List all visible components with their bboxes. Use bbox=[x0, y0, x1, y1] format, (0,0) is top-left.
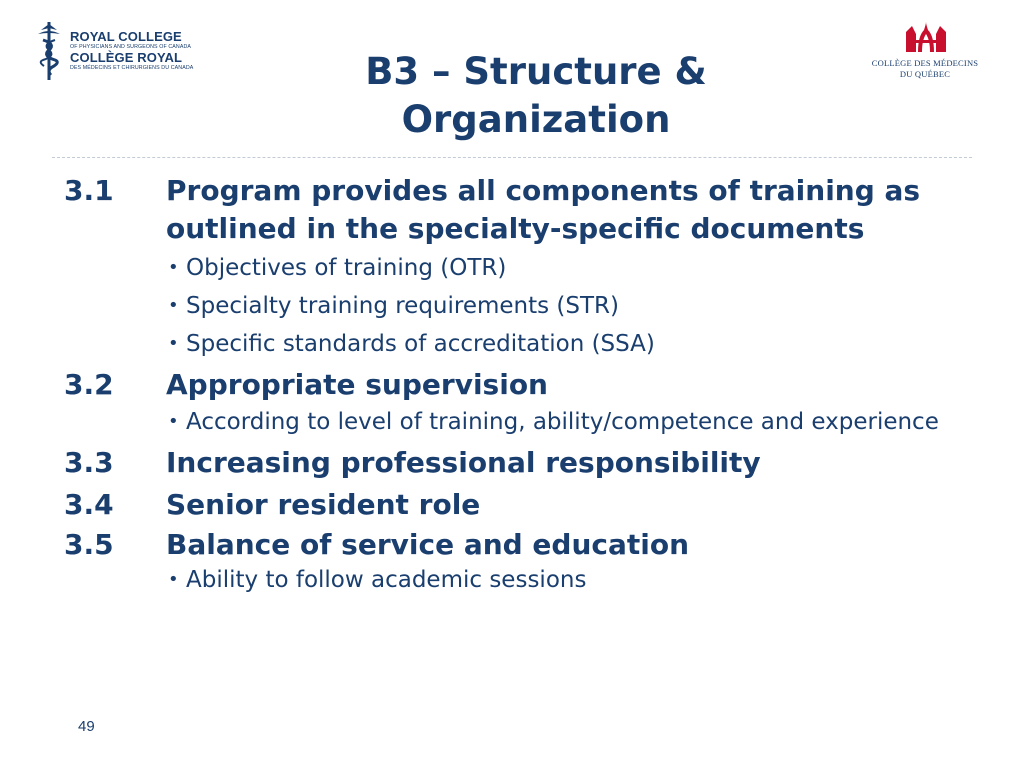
standard-heading: Appropriate supervision bbox=[166, 368, 548, 401]
standard-number: 3.2 bbox=[64, 368, 114, 401]
standard-heading: Program provides all components of training as outlined in the specialty-specific documents bbox=[166, 174, 921, 245]
title-divider bbox=[52, 157, 972, 158]
royal-college-logo bbox=[34, 20, 194, 84]
bullet-item: • Specialty training requirements (STR) bbox=[166, 290, 964, 322]
standard-bullets bbox=[166, 406, 964, 438]
title-line-2: Organization bbox=[401, 98, 671, 141]
standard-number: 3.4 bbox=[64, 488, 114, 521]
standard-number: 3.1 bbox=[64, 174, 114, 207]
title-line-1: B3 – Structure & bbox=[365, 50, 707, 93]
logo-line-1: ROYAL COLLEGE bbox=[70, 29, 182, 44]
logo-line-4: DES MÉDECINS ET CHIRURGIENS DU CANADA bbox=[70, 65, 194, 71]
standard-heading: Senior resident role bbox=[166, 488, 481, 521]
bullet-item: • According to level of training, ability/competence and experience bbox=[166, 406, 964, 438]
cmq-logo bbox=[860, 18, 990, 84]
standard-bullets bbox=[166, 252, 964, 360]
standard-number: 3.3 bbox=[64, 446, 114, 479]
bullet-item: • Ability to follow academic sessions bbox=[166, 564, 964, 596]
standard-item bbox=[64, 486, 964, 524]
logo-line-3: COLLÈGE ROYAL bbox=[70, 50, 183, 65]
standard-heading: Balance of service and education bbox=[166, 528, 690, 561]
standard-heading: Increasing professional responsibility bbox=[166, 446, 761, 479]
standard-number: 3.5 bbox=[64, 528, 114, 561]
standard-bullets bbox=[166, 564, 964, 596]
cmq-emblem-icon bbox=[904, 20, 948, 54]
standard-item bbox=[64, 172, 964, 360]
caduceus-icon bbox=[34, 20, 64, 82]
logo-line-2: OF PHYSICIANS AND SURGEONS OF CANADA bbox=[70, 44, 192, 50]
bullet-item: • Specific standards of accreditation (SSA) bbox=[166, 328, 964, 360]
standard-item bbox=[64, 526, 964, 596]
page-number: 49 bbox=[78, 718, 95, 735]
cmq-logo-line-2: DU QUÉBEC bbox=[899, 69, 951, 79]
standard-item bbox=[64, 444, 964, 482]
slide-title bbox=[286, 48, 786, 144]
bullet-item: • Objectives of training (OTR) bbox=[166, 252, 964, 284]
standards-list bbox=[64, 172, 964, 596]
cmq-logo-line-1: COLLÈGE DES MÉDECINS bbox=[871, 58, 979, 68]
standard-item bbox=[64, 366, 964, 438]
